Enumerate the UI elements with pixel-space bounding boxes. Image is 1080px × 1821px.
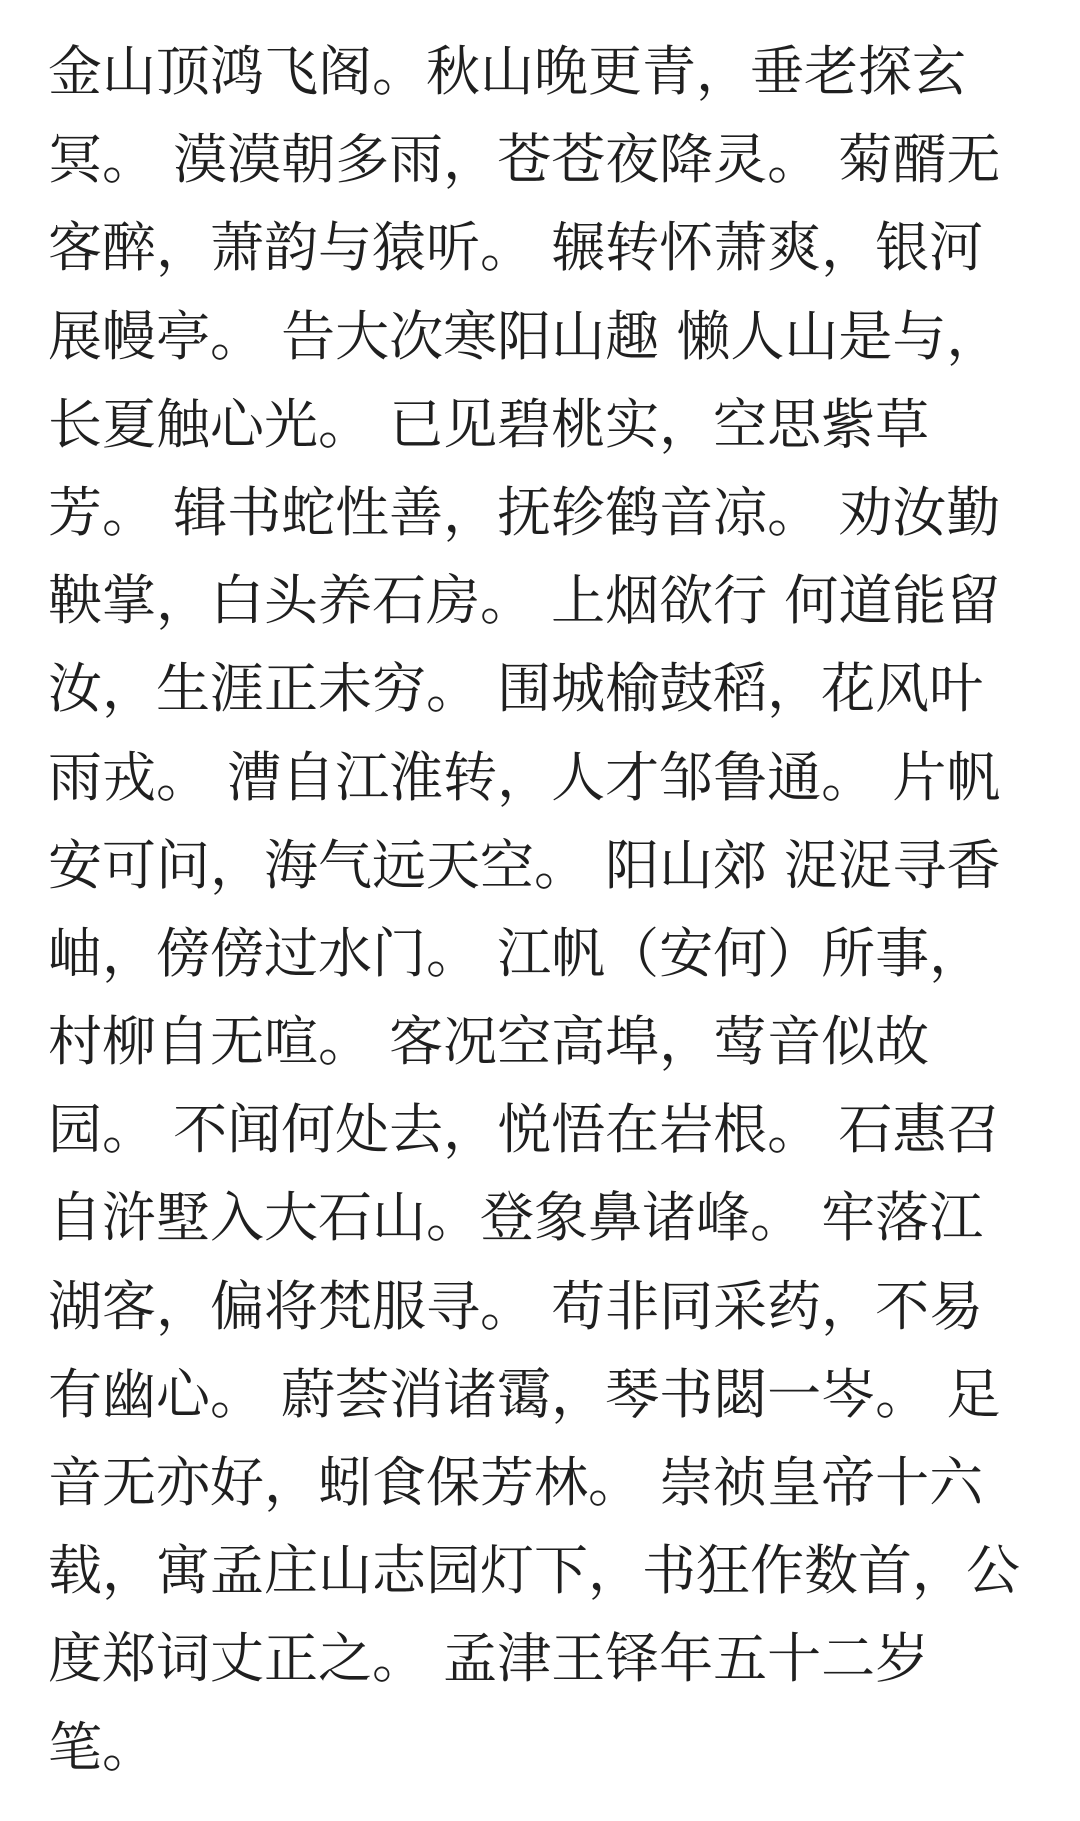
text-line: 有幽心。 蔚荟消诸霭，琴书閟一岑。 足 xyxy=(48,1362,1001,1426)
text-line: 度郑词丈正之。 孟津王铎年五十二岁 xyxy=(48,1627,930,1691)
text-line: 岫，傍傍过水门。 江帆（安何）所事， xyxy=(48,921,984,985)
text-line: 冥。 漠漠朝多雨，苍苍夜降灵。 菊醑无 xyxy=(48,128,1001,192)
text-line: 芳。 辑书蛇性善，抚轸鹤音凉。 劝汝勤 xyxy=(48,480,1001,544)
text-line: 自浒墅入大石山。登象鼻诸峰。 牢落江 xyxy=(48,1186,984,1250)
text-line: 村柳自无喧。 客况空高埠，莺音似故 xyxy=(48,1010,930,1074)
text-line: 音无亦好，蚓食保芳林。 崇祯皇帝十六 xyxy=(48,1451,984,1514)
text-line: 湖客，偏将梵服寻。 苟非同采药，不易 xyxy=(48,1274,984,1338)
text-line: 展幔亭。 告大次寒阳山趣 懒人山是与， xyxy=(48,304,1001,368)
text-line: 园。 不闻何处去，悦悟在岩根。 石惠召 xyxy=(48,1098,1001,1162)
text-line: 笔。 xyxy=(48,1715,156,1779)
text-line: 客醉，萧韵与猿听。 辗转怀萧爽，银河 xyxy=(48,216,984,280)
text-line: 载，寓孟庄山志园灯下，书狂作数首，公 xyxy=(48,1539,1020,1603)
text-line: 汝，生涯正未穷。 围城榆鼓稻，花风叶 xyxy=(48,657,984,721)
text-line: 金山顶鸿飞阁。秋山晚更青，垂老探玄 xyxy=(48,40,966,103)
text-line: 长夏触心光。 已见碧桃实，空思紫草 xyxy=(48,392,930,456)
text-line: 雨戎。 漕自江淮转，人才邹鲁通。 片帆 xyxy=(48,745,1001,809)
text-line: 鞅掌，白头养石房。 上烟欲行 何道能留 xyxy=(48,569,1001,633)
text-line: 安可问，海气远天空。 阳山郊 浞浞寻香 xyxy=(48,833,1001,897)
